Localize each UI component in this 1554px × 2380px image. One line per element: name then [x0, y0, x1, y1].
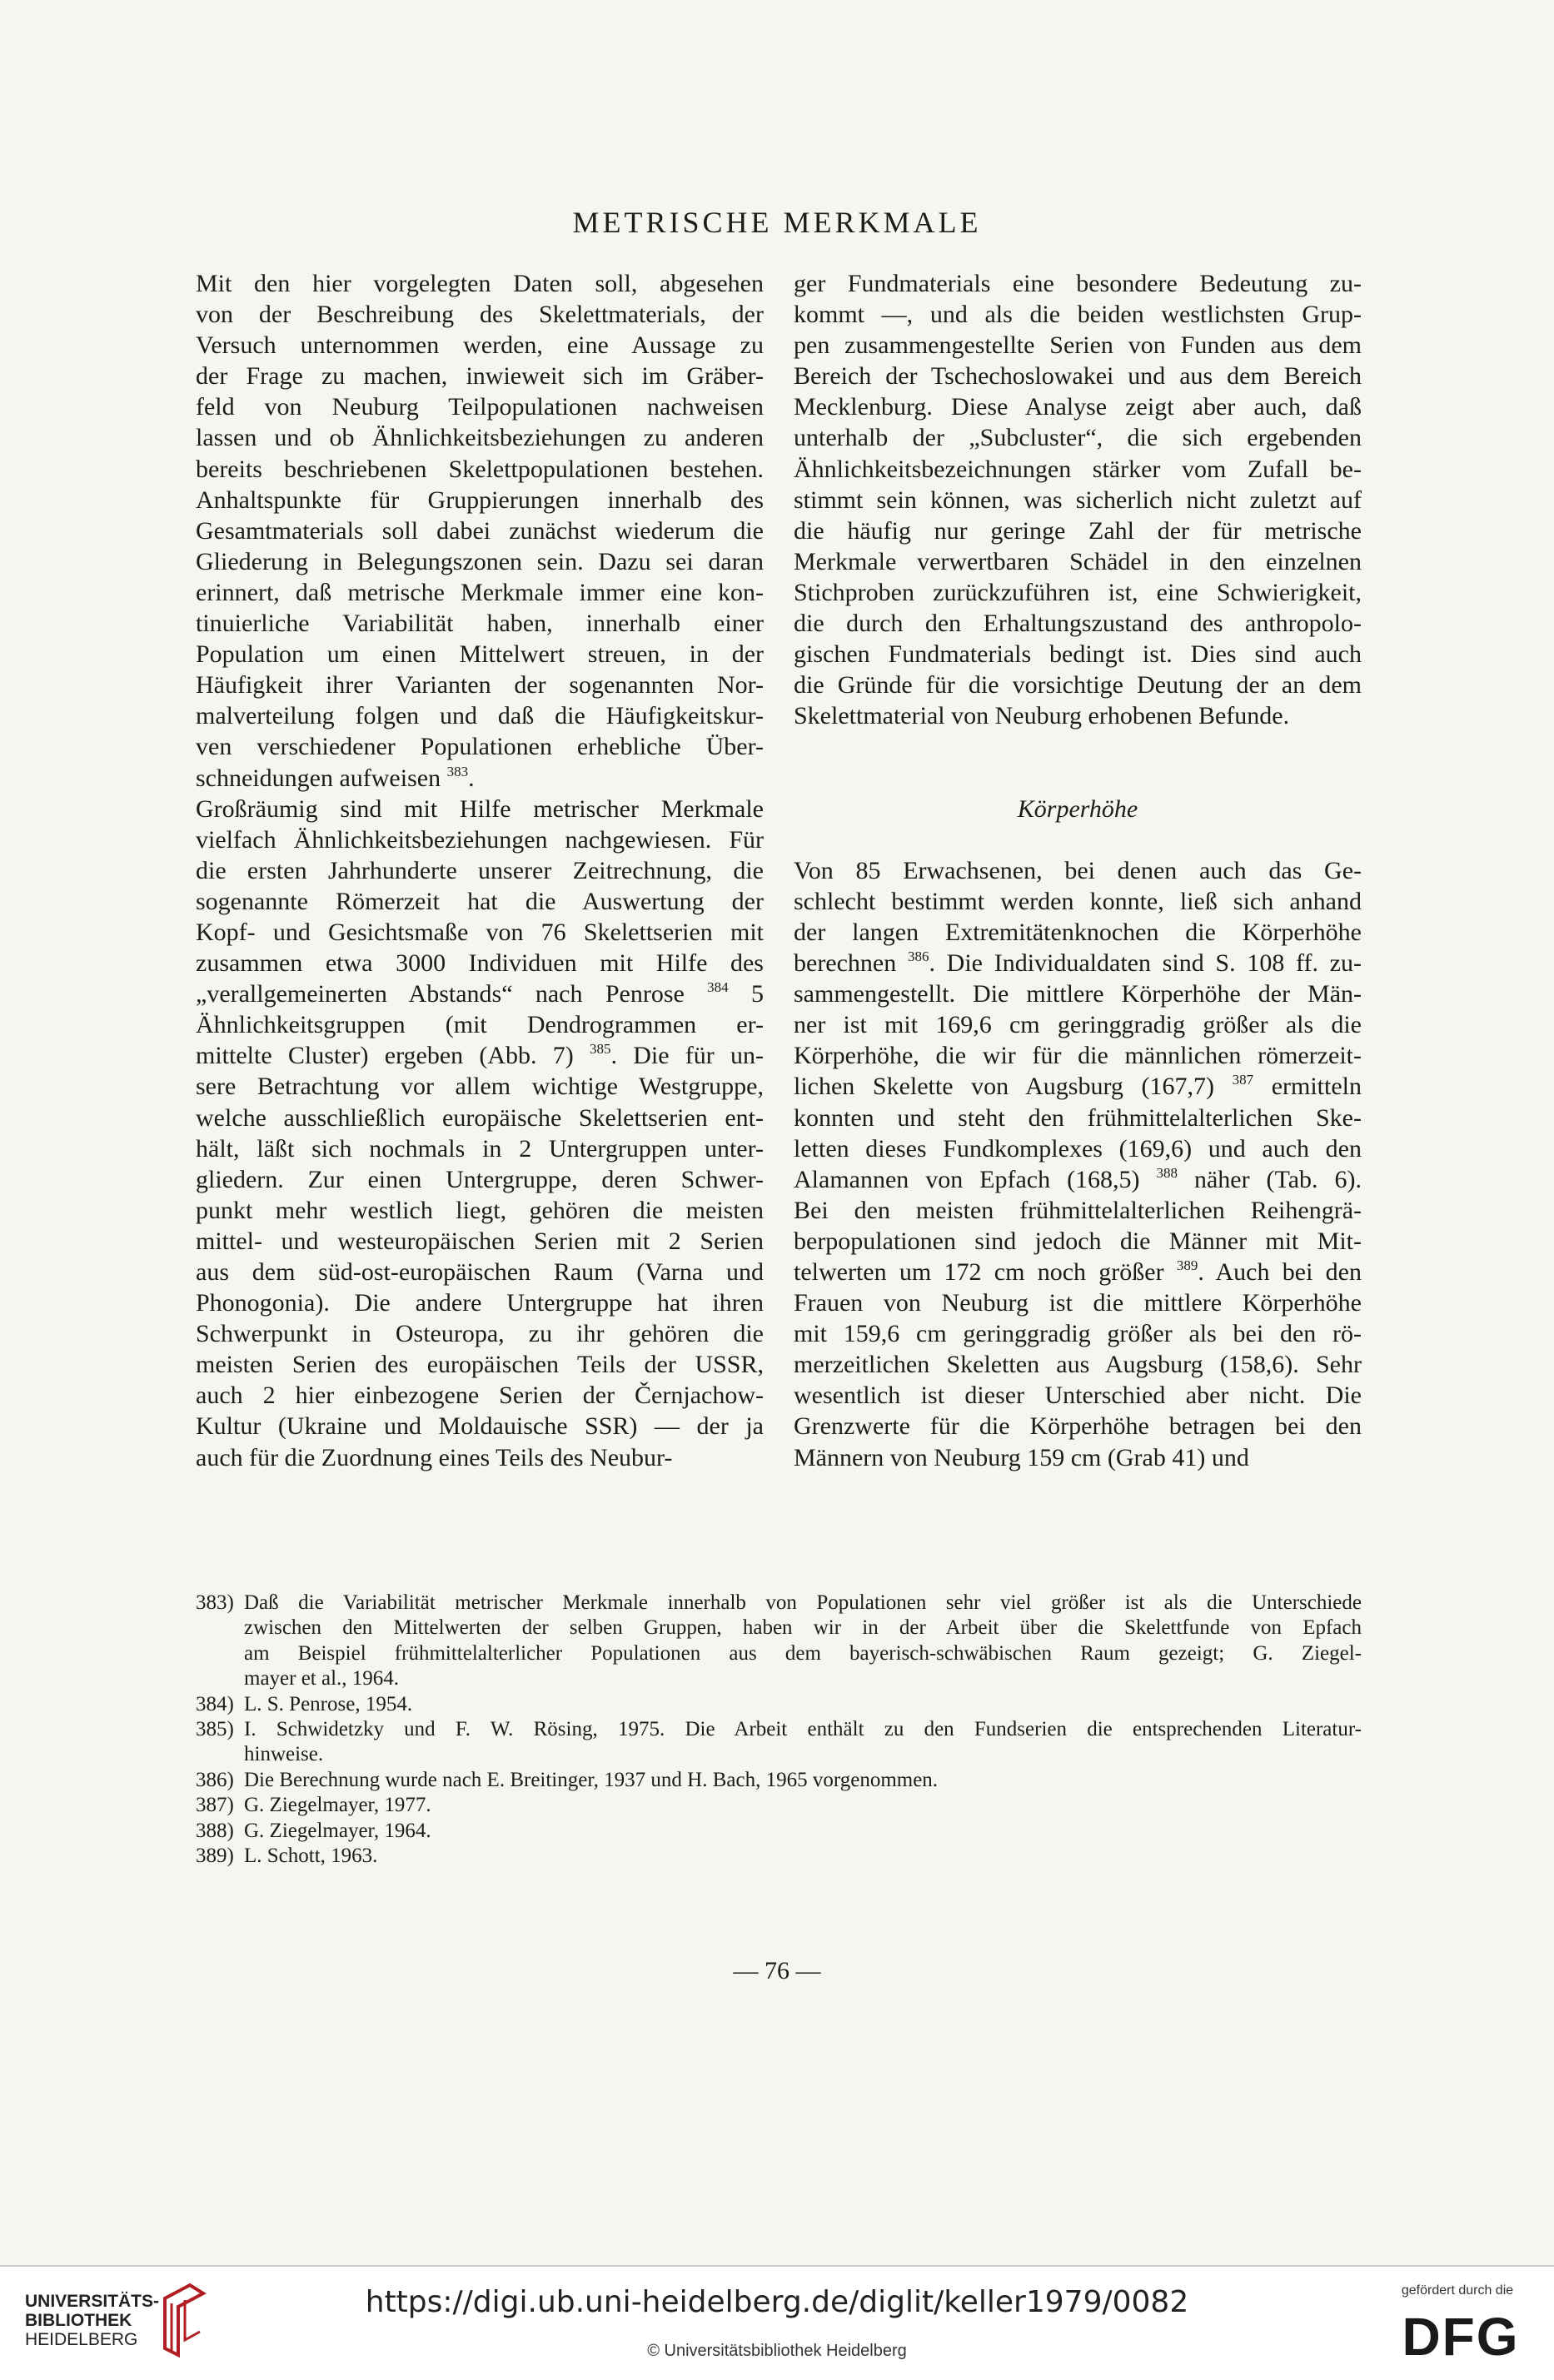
text-line: Großräumig sind mit Hilfe metrischer Merkmale	[196, 794, 764, 823]
footnote-number: 385)	[196, 1717, 234, 1740]
footnote-number: 386)	[196, 1768, 234, 1791]
text-line: aus dem süd-ost-europäischen Raum (Varna und	[196, 1258, 764, 1286]
footnote-line: hinweise.	[244, 1743, 324, 1766]
text-line: bereits beschriebenen Skelettpopulationen bestehen.	[196, 455, 764, 483]
footnote-line: Daß die Variabilität metrischer Merkmale innerhalb von Populationen sehr viel größer ist als die Unterschiede	[244, 1591, 1362, 1614]
text-line: kommt —, und als die beiden westlichsten Grup-	[794, 301, 1362, 329]
text-line: telwerten um 172 cm noch größer $^{389}$. Auch bei den	[794, 1257, 1362, 1286]
text-line: sammengestellt. Die mittlere Körperhöhe der Män-	[794, 980, 1362, 1008]
text-line: Anhaltspunkte für Gruppierungen innerhalb des	[196, 485, 764, 514]
text-line: ven verschiedener Populationen erhebliche Über-	[196, 733, 764, 761]
footnote-line: G. Ziegelmayer, 1977.	[244, 1794, 431, 1817]
footnote-line: L. S. Penrose, 1954.	[244, 1692, 413, 1715]
copyright-notice: © Universitätsbibliothek Heidelberg	[647, 2342, 907, 2360]
text-line: Frauen von Neuburg ist die mittlere Körperhöhe	[794, 1289, 1362, 1317]
text-line: mit 159,6 cm geringgradig größer als bei den rö-	[794, 1320, 1362, 1348]
text-line: Alamannen von Epfach (168,5) $^{388}$ näher (Tab. 6).	[794, 1164, 1362, 1193]
footnote	[196, 1793, 1362, 1818]
text-line: Population um einen Mittelwert streuen, in der	[196, 640, 764, 669]
footnote-text	[244, 1692, 1362, 1717]
text-line: zusammen etwa 3000 Individuen mit Hilfe des	[196, 949, 764, 978]
section-heading: Körperhöhe	[1017, 794, 1138, 823]
text-line: malverteilung folgen und daß die Häufigkeitskur-	[196, 702, 764, 730]
text-line: Gesamtmaterials soll dabei zunächst wiederum die	[196, 516, 764, 545]
text-line: „verallgemeinerten Abstands“ nach Penrose $^{384}$ 5	[196, 979, 764, 1008]
text-line: tinuierliche Variabilität haben, innerhalb einer	[196, 610, 764, 638]
text-line: Bei den meisten frühmittelalterlichen Reihengrä-	[794, 1196, 1362, 1224]
funded-by-label: gefördert durch die	[1401, 2283, 1514, 2298]
footnote-number: 383)	[196, 1591, 234, 1614]
text-line: meisten Serien des europäischen Teils der USSR,	[196, 1351, 764, 1379]
footnote-number: 389)	[196, 1844, 234, 1867]
footnote-line: G. Ziegelmayer, 1964.	[244, 1819, 431, 1842]
text-line: feld von Neuburg Teilpopulationen nachweisen	[196, 393, 764, 421]
footnote-line: L. Schott, 1963.	[244, 1844, 378, 1867]
footnote-line: am Beispiel frühmittelalterlicher Populationen aus dem bayerisch-schwäbischen Raum gezeigt; G. Ziegel-	[244, 1641, 1362, 1665]
text-line: Bereich der Tschechoslowakei und aus dem Bereich	[794, 362, 1362, 391]
text-line: gischen Fundmaterials bedingt ist. Dies sind auch	[794, 640, 1362, 669]
document-url-link[interactable]: https://digi.ub.uni-heidelberg.de/diglit/keller1979/0082	[365, 2285, 1189, 2319]
footnote	[196, 1692, 1362, 1717]
text-line: die ersten Jahrhunderte unserer Zeitrechnung, die	[196, 856, 764, 884]
footnote-text	[244, 1768, 1362, 1793]
text-line: merzeitlichen Skeletten aus Augsburg (158,6). Sehr	[794, 1351, 1362, 1379]
text-line: berechnen $^{386}$. Die Individualdaten sind S. 108 ff. zu-	[794, 949, 1362, 978]
text-line: Mecklenburg. Diese Analyse zeigt aber auch, daß	[794, 393, 1362, 421]
footnote-line: mayer et al., 1964.	[244, 1667, 400, 1690]
footnote	[196, 1717, 1362, 1768]
footnote-text	[244, 1591, 1362, 1692]
footnote-number: 384)	[196, 1692, 234, 1715]
text-line: vielfach Ähnlichkeitsbeziehungen nachgewiesen. Für	[196, 825, 764, 854]
text-line: schlecht bestimmt werden konnte, ließ sich anhand	[794, 887, 1362, 915]
text-line: wesentlich ist dieser Unterschied aber nicht. Die	[794, 1382, 1362, 1410]
text-line: pen zusammengestellte Serien von Funden aus dem	[794, 331, 1362, 360]
library-name-line2: BIBLIOTHEK	[25, 2311, 132, 2330]
text-line: Mit den hier vorgelegten Daten soll, abgesehen	[196, 270, 764, 297]
text-line: die durch den Erhaltungszustand des anthropolo-	[794, 610, 1362, 638]
text-line: sogenannte Römerzeit hat die Auswertung der	[196, 887, 764, 915]
right-column	[794, 268, 1362, 1473]
footnote-number: 388)	[196, 1819, 234, 1842]
text-line: Stichproben zurückzuführen ist, eine Schwierigkeit,	[794, 578, 1362, 606]
text-line: sere Betrachtung vor allem wichtige Westgruppe,	[196, 1073, 764, 1101]
text-line	[794, 763, 1362, 794]
footnote-line: zwischen den Mittelwerten der selben Gruppen, haben wir in der Arbeit über die Skelettfunde von Epfach	[244, 1616, 1362, 1640]
text-line: stimmt sein können, was sicherlich nicht zuletzt auf	[794, 485, 1362, 514]
text-line: Ähnlichkeitsbezeichnungen stärker vom Zufall be-	[794, 455, 1362, 483]
left-column	[196, 268, 764, 1473]
text-line: ner ist mit 169,6 cm geringgradig größer als die	[794, 1011, 1362, 1039]
text-line: Kultur (Ukraine und Moldauische SSR) — der ja	[196, 1412, 764, 1441]
library-name-line1: UNIVERSITÄTS-	[25, 2292, 160, 2311]
text-line: Skelettmaterial von Neuburg erhobenen Befunde.	[794, 702, 1290, 730]
footnote-text	[244, 1717, 1362, 1768]
text-line: Von 85 Erwachsenen, bei denen auch das Ge-	[794, 856, 1362, 884]
text-line: berpopulationen sind jedoch die Männer mit Mit-	[794, 1227, 1362, 1255]
dfg-logo-icon	[1386, 2307, 1536, 2365]
text-line: Häufigkeit ihrer Varianten der sogenannten Nor-	[196, 671, 764, 700]
footnote-text	[244, 1819, 1362, 1844]
footnote	[196, 1768, 1362, 1793]
text-line	[794, 824, 1362, 855]
text-line: die häufig nur geringe Zahl der für metrische	[794, 516, 1362, 545]
text-line: auch 2 hier einbezogene Serien der Černjachow-	[196, 1382, 764, 1410]
text-line	[794, 731, 1362, 762]
text-line: mittel- und westeuropäischen Serien mit 2 Serien	[196, 1227, 764, 1255]
text-line: ger Fundmaterials eine besondere Bedeutung zu-	[794, 270, 1362, 297]
footnote	[196, 1844, 1362, 1869]
text-line: Gliederung in Belegungszonen sein. Dazu sei daran	[196, 547, 764, 575]
footnotes	[196, 1591, 1362, 1869]
text-line: Merkmale verwertbaren Schädel in den einzelnen	[794, 547, 1362, 575]
footnote	[196, 1591, 1362, 1692]
text-line: auch für die Zuordnung eines Teils des Neubur-	[196, 1443, 673, 1471]
text-line: Schwerpunkt in Osteuropa, zu ihr gehören die	[196, 1320, 764, 1348]
text-line: unterhalb der „Subcluster“, die sich ergebenden	[794, 424, 1362, 452]
text-line: die Gründe für die vorsichtige Deutung der an dem	[794, 671, 1362, 700]
footnote-text	[244, 1793, 1362, 1818]
text-line: punkt mehr westlich liegt, gehören die meisten	[196, 1196, 764, 1224]
text-line: erinnert, daß metrische Merkmale immer eine kon-	[196, 578, 764, 606]
dfg-logo-text: DFG	[1402, 2307, 1520, 2365]
text-line: gliedern. Zur einen Untergruppe, deren Schwer-	[196, 1165, 764, 1193]
text-line: Ähnlichkeitsgruppen (mit Dendrogrammen er-	[196, 1011, 764, 1039]
footnote-line: Die Berechnung wurde nach E. Breitinger, 1937 und H. Bach, 1965 vorgenommen.	[244, 1768, 939, 1791]
footnote-number: 387)	[196, 1794, 234, 1817]
text-line: der langen Extremitätenknochen die Körperhöhe	[794, 918, 1362, 946]
footer-banner	[0, 2265, 1554, 2380]
text-line: Männern von Neuburg 159 cm (Grab 41) und	[794, 1443, 1249, 1471]
text-line: der Frage zu machen, inwieweit sich im Gräber-	[196, 362, 764, 391]
text-line: hält, läßt sich nochmals in 2 Untergruppen unter-	[196, 1134, 764, 1163]
text-line: mittelte Cluster) ergeben (Abb. 7) $^{385}$. Die für un-	[196, 1041, 764, 1070]
text-line: schneidungen aufweisen $^{383}$.	[196, 763, 475, 792]
text-line: Grenzwerte für die Körperhöhe betragen bei den	[794, 1412, 1362, 1441]
text-line: welche ausschließlich europäische Skelettserien ent-	[196, 1103, 764, 1132]
footnote	[196, 1819, 1362, 1844]
library-name-line3: HEIDELBERG	[25, 2330, 138, 2349]
text-line: Versuch unternommen werden, eine Aussage zu	[196, 331, 764, 360]
text-line: konnten und steht den frühmittelalterlichen Ske-	[794, 1103, 1362, 1132]
text-line: letten dieses Fundkomplexes (169,6) und auch den	[794, 1134, 1362, 1163]
page-number: — 76 —	[733, 1957, 821, 1984]
text-line: Körperhöhe, die wir für die männlichen römerzeit-	[794, 1042, 1362, 1070]
text-line: Phonogonia). Die andere Untergruppe hat ihren	[196, 1289, 764, 1317]
text-line: lichen Skelette von Augsburg (167,7) $^{387}$ ermitteln	[794, 1072, 1362, 1101]
text-line: lassen und ob Ähnlichkeitsbeziehungen zu anderen	[196, 424, 764, 452]
footnote-text	[244, 1844, 1362, 1869]
text-line: Kopf- und Gesichtsmaße von 76 Skelettserien mit	[196, 918, 764, 946]
page-heading: METRISCHE MERKMALE	[572, 206, 982, 239]
footnote-line: I. Schwidetzky und F. W. Rösing, 1975. Die Arbeit enthält zu den Fundserien die entsprechenden Literatur-	[244, 1717, 1362, 1740]
text-line: von der Beschreibung des Skelettmaterials, der	[196, 301, 764, 329]
